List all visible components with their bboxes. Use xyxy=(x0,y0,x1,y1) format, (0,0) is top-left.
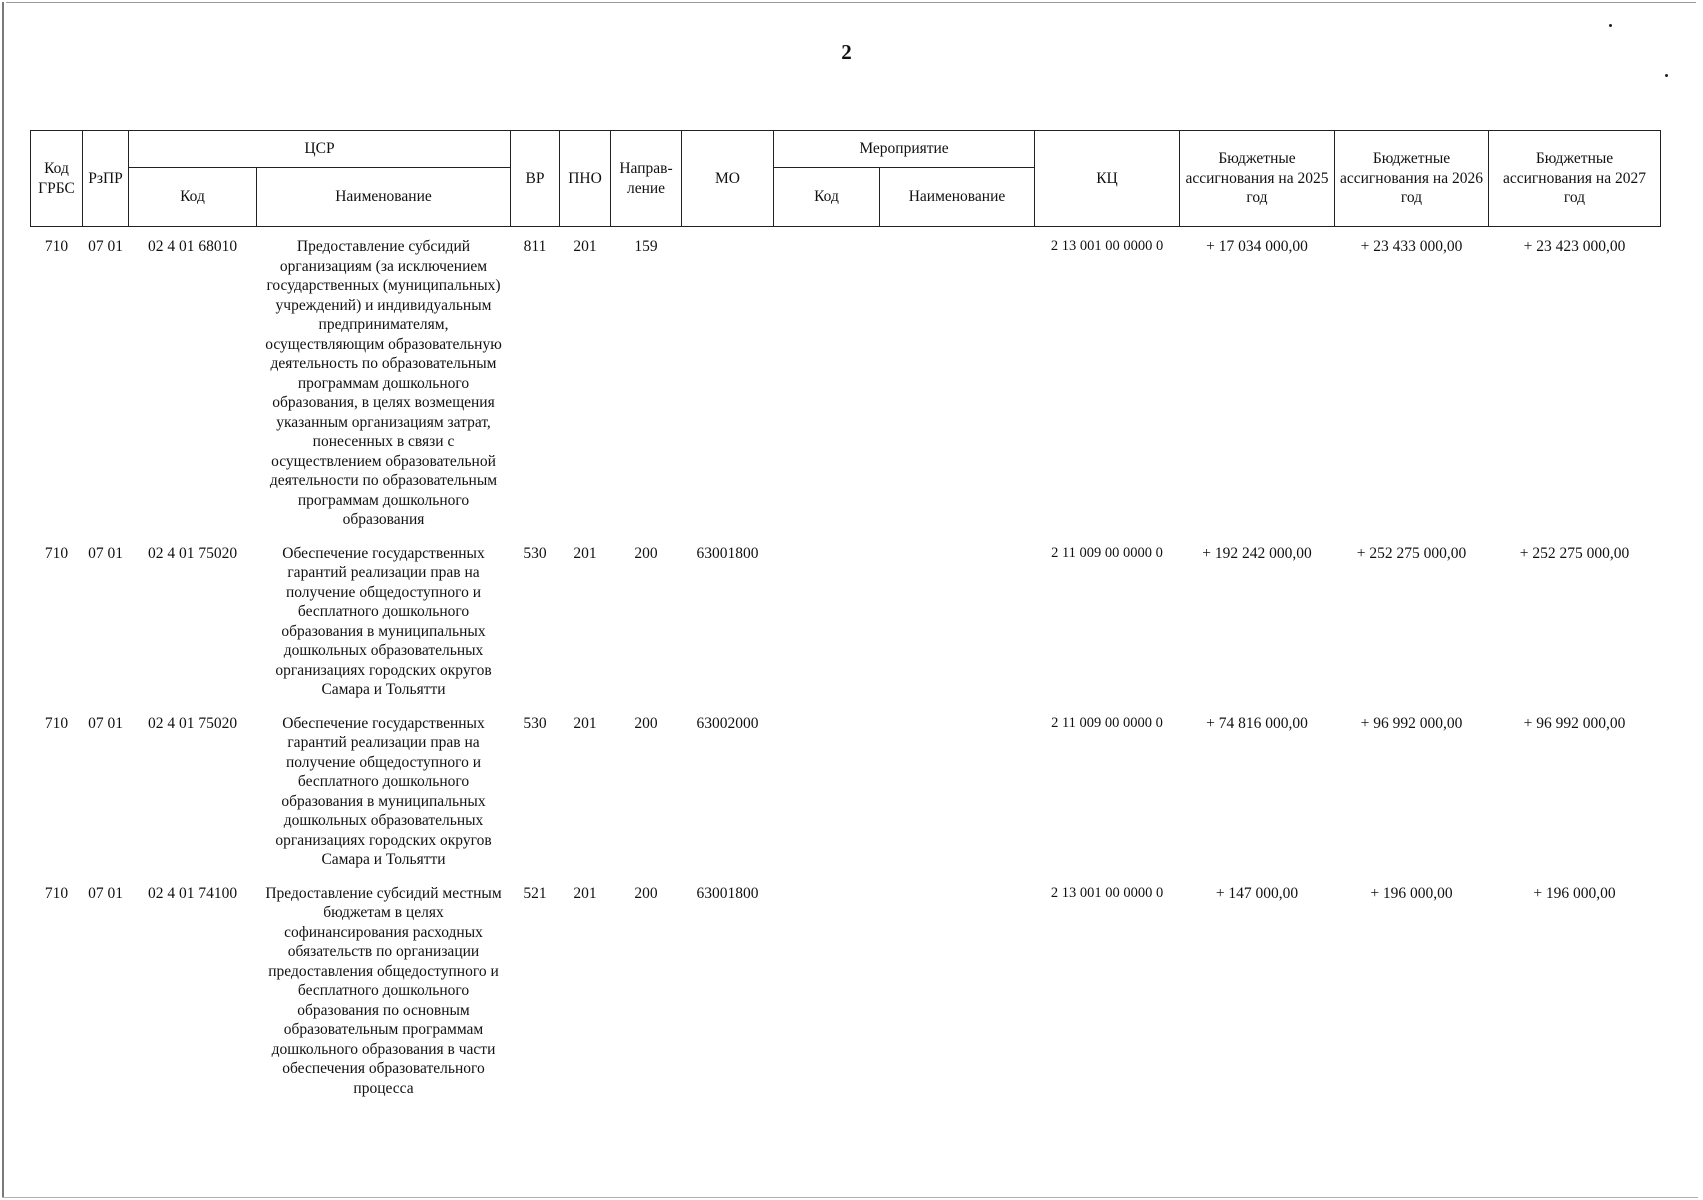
table-row xyxy=(31,227,1661,538)
cell-budget-2025: + 17 034 000,00 xyxy=(1206,238,1308,255)
cell-mer-kod xyxy=(774,708,880,878)
cell-rzpr: 07 01 xyxy=(88,714,123,732)
header-vr: ВР xyxy=(511,131,560,227)
table-header xyxy=(31,131,1661,227)
cell-mer-name xyxy=(880,708,1035,878)
header-budget-2026: Бюджетные ассигнования на 2026 год xyxy=(1335,131,1489,227)
cell-vr: 811 xyxy=(523,238,547,255)
header-kod-grbs: Код ГРБС xyxy=(31,131,83,227)
cell-mer-kod xyxy=(774,878,880,1105)
cell-budget-2026: + 196 000,00 xyxy=(1370,884,1453,902)
cell-csr-name: Обеспечение государственных гарантий реализации прав на получение общедоступного и бесплатного дошкольного образования в муниципальных дошкольных образовательных организациях городских округов Самара и Тольятти xyxy=(275,714,492,868)
table-row xyxy=(31,538,1661,708)
cell-budget-2025: + 147 000,00 xyxy=(1215,884,1299,902)
header-budget-2025: Бюджетные ассигнования на 2025 год xyxy=(1180,131,1335,227)
table-row xyxy=(31,708,1661,878)
cell-budget-2025: + 192 242 000,00 xyxy=(1202,544,1312,562)
scan-edge-top xyxy=(6,2,1696,3)
header-rzpr: РзПР xyxy=(83,131,129,227)
cell-budget-2026: + 96 992 000,00 xyxy=(1360,714,1463,732)
cell-csr-name: Предоставление субсидий организациям (за исключением государственных (муниципальных) учреждений) и индивидуальным предпринимателям, осуществляющим образовательную деятельность по образовательным программам дошкольного образования, в целях возмещения указанным организациям затрат, понесенных в связи с осуществлением образовательной деятельности по образовательным программам дошкольного образования xyxy=(265,238,502,528)
cell-mo: 63001800 xyxy=(696,884,759,902)
cell-napravlenie: 200 xyxy=(634,714,658,732)
cell-pno: 201 xyxy=(573,714,597,732)
header-csr: ЦСР xyxy=(129,131,511,168)
cell-grbs: 710 xyxy=(44,544,69,562)
cell-mo: 63002000 xyxy=(696,714,759,732)
cell-grbs: 710 xyxy=(44,884,69,902)
cell-kc: 2 13 001 00 0000 0 xyxy=(1050,238,1164,254)
table-row xyxy=(31,878,1661,1105)
cell-grbs: 710 xyxy=(44,238,69,255)
cell-rzpr: 07 01 xyxy=(88,238,123,255)
cell-budget-2027: + 96 992 000,00 xyxy=(1523,714,1626,732)
cell-mer-kod xyxy=(774,227,880,538)
header-pno: ПНО xyxy=(560,131,611,227)
cell-mer-kod xyxy=(774,538,880,708)
header-meropriyatie: Мероприятие xyxy=(774,131,1035,168)
scan-edge-left xyxy=(2,2,4,1198)
cell-budget-2026: + 252 275 000,00 xyxy=(1356,544,1467,562)
cell-budget-2025: + 74 816 000,00 xyxy=(1206,714,1308,732)
cell-pno: 201 xyxy=(573,238,597,255)
cell-mer-name xyxy=(880,227,1035,538)
page-number: 2 xyxy=(841,40,852,64)
cell-budget-2027: + 23 423 000,00 xyxy=(1523,238,1626,255)
cell-csr-name: Предоставление субсидий местным бюджетам в целях софинансирования расходных обязательств по организации предоставления общедоступного и бесплатного дошкольного образования по основным образовательным программам дошкольного образования в части обеспечения образовательного процесса xyxy=(265,884,502,1097)
cell-mer-name xyxy=(880,878,1035,1105)
cell-mo: 63001800 xyxy=(696,544,759,562)
cell-napravlenie: 200 xyxy=(634,544,658,562)
cell-csr-kod: 02 4 01 68010 xyxy=(147,238,238,255)
cell-kc: 2 13 001 00 0000 0 xyxy=(1050,884,1164,901)
cell-csr-kod: 02 4 01 75020 xyxy=(147,714,238,732)
header-mer-kod: Код xyxy=(774,168,880,227)
header-budget-2027: Бюджетные ассигнования на 2027 год xyxy=(1489,131,1661,227)
cell-napravlenie: 159 xyxy=(634,238,658,255)
cell-kc: 2 11 009 00 0000 0 xyxy=(1051,544,1163,561)
scan-speck xyxy=(1609,24,1612,27)
cell-budget-2027: + 196 000,00 xyxy=(1533,884,1616,902)
header-mer-name: Наименование xyxy=(880,168,1035,227)
cell-budget-2027: + 252 275 000,00 xyxy=(1519,544,1630,562)
cell-mer-name xyxy=(880,538,1035,708)
scan-edge-bottom xyxy=(2,1197,1698,1198)
cell-rzpr: 07 01 xyxy=(88,544,123,562)
header-kc: КЦ xyxy=(1035,131,1180,227)
scan-speck xyxy=(1665,74,1668,77)
cell-vr: 530 xyxy=(523,544,547,562)
header-mo: МО xyxy=(682,131,774,227)
cell-pno: 201 xyxy=(573,884,597,902)
cell-vr: 530 xyxy=(523,714,547,732)
header-csr-name: Наименование xyxy=(257,168,511,227)
cell-rzpr: 07 01 xyxy=(88,884,123,902)
cell-grbs: 710 xyxy=(44,714,69,732)
cell-csr-kod: 02 4 01 74100 xyxy=(147,884,238,902)
cell-csr-kod: 02 4 01 75020 xyxy=(147,544,238,562)
cell-pno: 201 xyxy=(573,544,597,562)
header-csr-kod: Код xyxy=(129,168,257,227)
cell-vr: 521 xyxy=(523,884,547,902)
cell-napravlenie: 200 xyxy=(634,884,658,902)
budget-table xyxy=(30,130,1661,1104)
cell-kc: 2 11 009 00 0000 0 xyxy=(1051,714,1163,731)
header-napravlenie: Направ-ление xyxy=(611,131,682,227)
cell-mo xyxy=(682,227,774,538)
table-body xyxy=(31,227,1661,1105)
cell-budget-2026: + 23 433 000,00 xyxy=(1360,238,1463,255)
cell-csr-name: Обеспечение государственных гарантий реализации прав на получение общедоступного и бесплатного дошкольного образования в муниципальных дошкольных образовательных организациях городских округов Самара и Тольятти xyxy=(275,544,492,698)
